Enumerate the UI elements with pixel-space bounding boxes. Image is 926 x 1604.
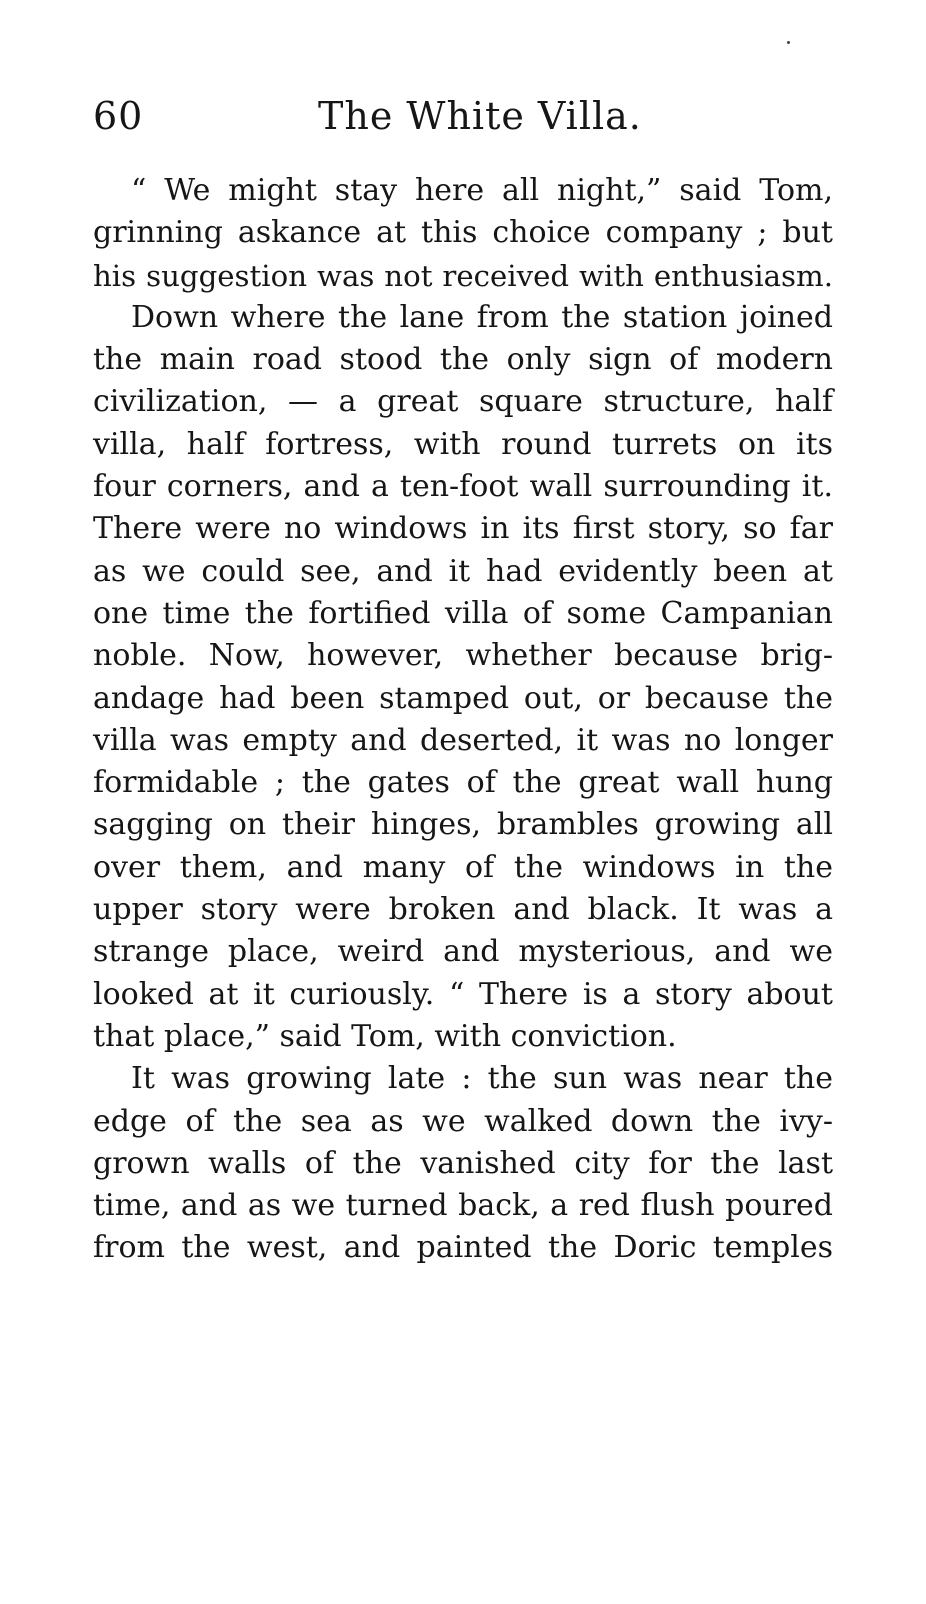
text-line: sagging on their hinges, brambles growing all bbox=[93, 807, 833, 843]
text-line: one time the fortified villa of some Campanian bbox=[93, 595, 833, 631]
text-line: formidable ; the gates of the great wall hung bbox=[93, 765, 833, 801]
text-line: It was growing late : the sun was near the bbox=[131, 1061, 833, 1097]
ink-speck bbox=[787, 41, 790, 44]
text-line: noble. Now, however, whether because brig- bbox=[93, 638, 833, 674]
text-line: villa was empty and deserted, it was no longer bbox=[93, 722, 833, 758]
text-line: There were no windows in its first story, so far bbox=[93, 511, 833, 547]
text-line: strange place, weird and mysterious, and we bbox=[93, 934, 833, 970]
text-line: Down where the lane from the station joined bbox=[131, 299, 833, 335]
page-number: 60 bbox=[93, 94, 144, 138]
text-line: that place,” said Tom, with conviction. bbox=[93, 1018, 677, 1054]
text-line: grinning askance at this choice company ; but bbox=[93, 215, 833, 251]
text-line: “ We might stay here all night,” said Tom, bbox=[131, 173, 833, 208]
text-line: civilization, — a great square structure, half bbox=[93, 384, 833, 420]
text-line: time, and as we turned back, a red flush poured bbox=[93, 1188, 833, 1224]
running-title: The White Villa. bbox=[318, 94, 642, 138]
text-line: andage had been stamped out, or because the bbox=[93, 680, 833, 716]
text-line: his suggestion was not received with enthusiasm. bbox=[93, 258, 833, 293]
text-line: upper story were broken and black. It was a bbox=[93, 892, 833, 928]
body-text bbox=[93, 170, 833, 1270]
text-line: from the west, and painted the Doric temples bbox=[93, 1230, 833, 1266]
text-line: grown walls of the vanished city for the last bbox=[93, 1145, 833, 1181]
text-line: looked at it curiously. “ There is a story about bbox=[93, 976, 833, 1012]
text-line: over them, and many of the windows in the bbox=[93, 849, 833, 885]
text-line: the main road stood the only sign of modern bbox=[93, 342, 833, 378]
text-line: as we could see, and it had evidently been at bbox=[93, 553, 833, 589]
text-line: villa, half fortress, with round turrets on its bbox=[93, 426, 833, 462]
text-line: edge of the sea as we walked down the ivy- bbox=[93, 1103, 833, 1139]
text-line: four corners, and a ten-foot wall surrounding it. bbox=[93, 469, 833, 505]
